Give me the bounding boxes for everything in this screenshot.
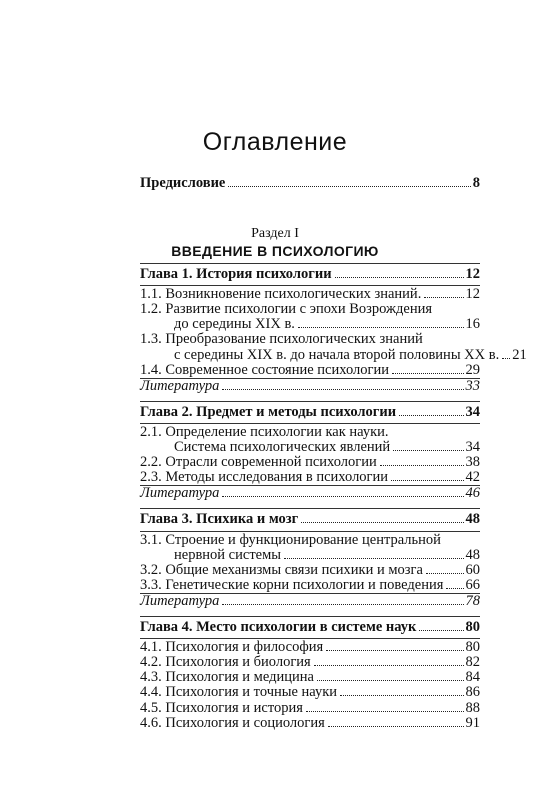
toc-entry-text [140, 348, 499, 363]
toc-row [140, 594, 480, 609]
toc-preface-row [140, 176, 480, 191]
page-number: 38 [465, 454, 480, 471]
literature-label: Литература [140, 485, 220, 502]
toc-row [140, 346, 527, 363]
toc-row [140, 533, 480, 548]
toc-row [140, 379, 480, 394]
page-number: 34 [465, 439, 480, 455]
page-number: 46 [465, 485, 480, 502]
toc-row [140, 640, 480, 655]
toc-row [140, 287, 480, 302]
toc-entry-text: 2.3. Методы исследования в психологии [140, 469, 389, 486]
dot-leader [392, 373, 464, 374]
toc-entry-text: 4.1. Психология и философия [140, 639, 324, 656]
toc-entry-text: 4.5. Психология и история [140, 699, 303, 716]
page-number: 29 [465, 361, 480, 378]
toc-row [140, 685, 480, 700]
toc-row [140, 302, 480, 317]
page-number: 88 [465, 699, 480, 716]
toc-row [140, 470, 480, 485]
divider-rule [140, 616, 480, 617]
toc-entry-text: 3.2. Общие механизмы связи психики и мозга [140, 561, 423, 578]
toc-entry-text: 1.2. Развитие психологии с эпохи Возрождения [140, 301, 433, 318]
dot-leader [340, 695, 463, 696]
toc-entry-text: 4.4. Психология и точные науки [140, 684, 338, 701]
page-number: 60 [465, 561, 480, 578]
divider-rule [140, 401, 480, 402]
page-number: 12 [465, 286, 480, 303]
toc-row [140, 620, 480, 635]
dot-leader [426, 573, 464, 574]
toc-row [140, 440, 480, 455]
toc-row [140, 363, 480, 378]
dot-leader [391, 480, 463, 481]
label-text: до середины XIX в. [174, 316, 295, 333]
toc-entry-text: 4.3. Психология и медицина [140, 669, 314, 686]
chapter-title: Глава 2. Предмет и методы психологии [140, 403, 397, 420]
toc-row [140, 670, 480, 685]
toc-entry-text: 3.3. Генетические корни психологии и поведения [140, 576, 444, 593]
dot-leader [446, 588, 463, 589]
page-number: 34 [465, 403, 480, 420]
dot-leader [228, 186, 470, 187]
label-text: нервной системы [174, 546, 282, 563]
page-number: 84 [465, 669, 480, 686]
dot-leader [328, 726, 464, 727]
page-number: 48 [465, 546, 480, 563]
page-number: 48 [465, 511, 480, 528]
page-number: 42 [465, 469, 480, 486]
page-number: 21 [512, 346, 527, 363]
dot-leader [222, 604, 463, 605]
toc-entry-text: 4.6. Психология и социология [140, 714, 325, 731]
section-title: ВВЕДЕНИЕ В ПСИХОЛОГИЮ [171, 243, 379, 259]
section-number: Раздел I [251, 226, 299, 241]
chapter-title: Глава 4. Место психологии в системе наук [140, 619, 417, 635]
dot-leader [419, 630, 463, 631]
toc-entry-text [140, 317, 295, 332]
preface-label: Предисловие [140, 175, 226, 191]
toc-row [140, 455, 480, 470]
page-number: 66 [465, 576, 480, 593]
preface-page: 8 [472, 175, 480, 191]
dot-leader [424, 297, 463, 298]
dot-leader [399, 415, 463, 416]
toc-entry-text: 1.3. Преобразование психологических знаний [140, 331, 423, 348]
chapter-title: Глава 3. Психика и мозг [140, 511, 299, 528]
toc-row [140, 405, 480, 420]
dot-leader [317, 680, 464, 681]
toc-row [140, 425, 480, 440]
toc-entry-text: 4.2. Психология и биология [140, 654, 311, 671]
chapter-title: Глава 1. История психологии [140, 266, 332, 282]
toc-entry-text: 2.1. Определение психологии как науки. [140, 423, 389, 440]
page-number: 80 [465, 639, 480, 656]
toc-row [140, 548, 480, 563]
page-number: 16 [465, 316, 480, 333]
divider-rule [140, 263, 480, 264]
dot-leader [222, 389, 463, 390]
literature-label: Литература [140, 377, 220, 394]
dot-leader [326, 650, 463, 651]
dot-leader [502, 358, 510, 359]
toc-row [140, 578, 480, 593]
dot-leader [335, 277, 464, 278]
page-number: 86 [465, 684, 480, 701]
toc-row [140, 512, 480, 527]
dot-leader [306, 711, 464, 712]
toc-row [140, 716, 480, 731]
toc-entry-text: 1.4. Современное состояние психологии [140, 361, 389, 378]
toc-row [140, 267, 480, 282]
toc-entry-text: 2.2. Отрасли современной психологии [140, 454, 377, 471]
label-text: Система психологических явлений [174, 439, 391, 455]
page-title: Оглавление [202, 128, 348, 156]
divider-rule [140, 508, 480, 509]
dot-leader [314, 665, 464, 666]
literature-label: Литература [140, 592, 220, 609]
toc-entry-text [140, 440, 390, 455]
toc-row [140, 332, 480, 347]
toc-row [140, 655, 480, 670]
toc-entry-text [140, 548, 281, 563]
page-number: 12 [465, 266, 480, 282]
toc-row [140, 486, 480, 501]
label-text: с середины XIX в. до начала второй половины XX в. [174, 346, 500, 363]
toc-row [140, 317, 480, 332]
dot-leader [284, 558, 463, 559]
dot-leader [380, 465, 464, 466]
page-number: 78 [465, 592, 480, 609]
dot-leader [301, 522, 463, 523]
dot-leader [222, 496, 463, 497]
page-number: 33 [465, 377, 480, 394]
toc-row [140, 701, 480, 716]
page-number: 82 [465, 654, 480, 671]
dot-leader [393, 450, 463, 451]
toc-row [140, 563, 480, 578]
toc-entry-text: 1.1. Возникновение психологических знаний. [140, 286, 422, 303]
page-number: 80 [465, 619, 480, 635]
toc-entry-text: 3.1. Строение и функционирование центральной [140, 531, 441, 548]
page-number: 91 [465, 714, 480, 731]
dot-leader [298, 327, 464, 328]
